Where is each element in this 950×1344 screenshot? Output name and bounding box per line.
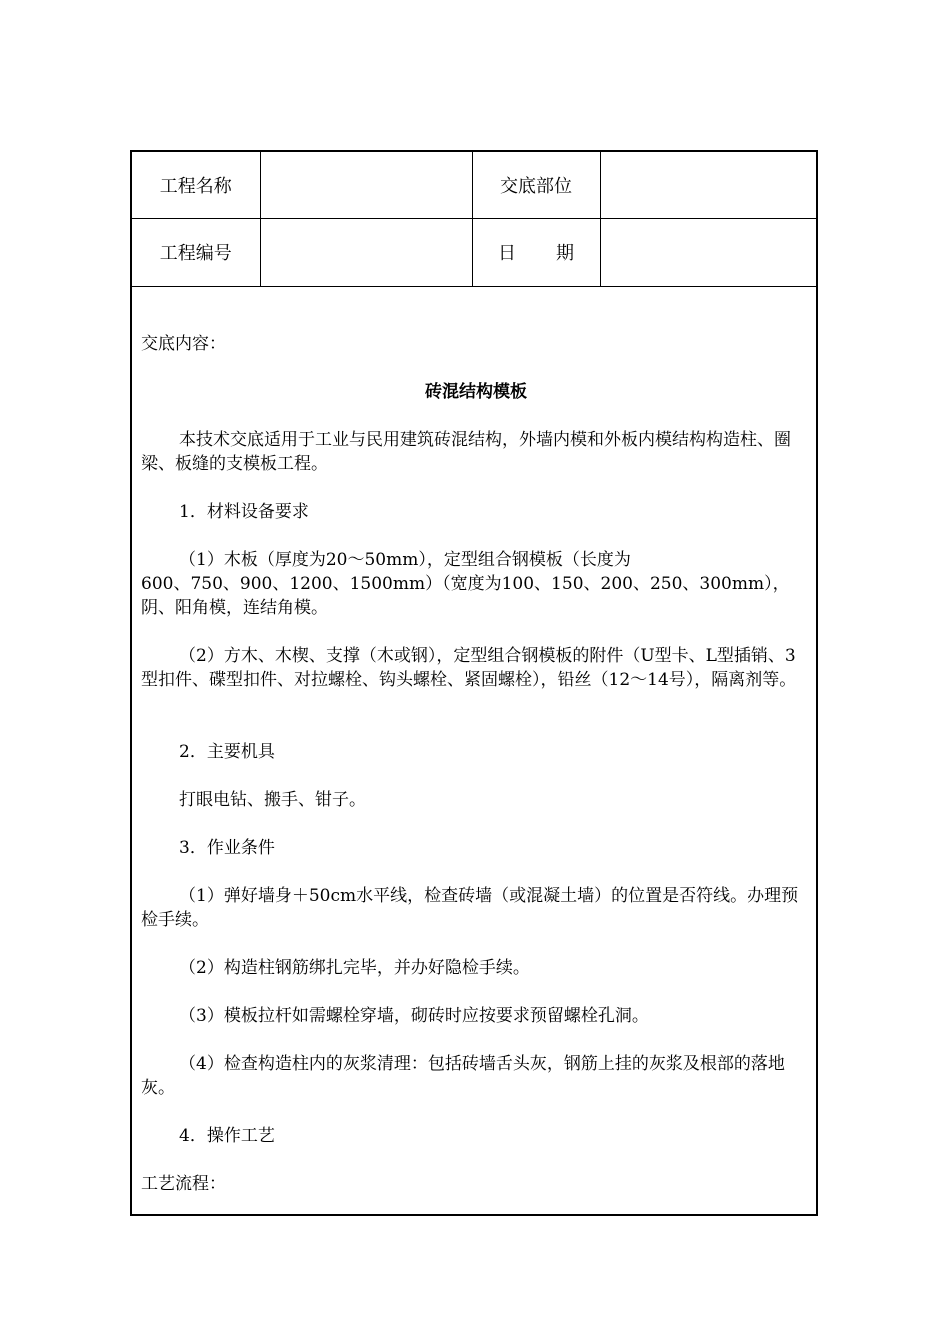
- process-flow-label: 工艺流程：: [141, 1174, 226, 1194]
- section-heading-1: 1．材料设备要求: [179, 502, 309, 522]
- document-title: 砖混结构模板: [425, 382, 527, 402]
- date-label-a: 日: [498, 243, 516, 264]
- paragraph-condition-1: （1）弹好墙身＋50cm水平线，检查砖墙（或混凝土墙）的位置是否符线。办理预检手续。: [141, 886, 799, 930]
- project-name-label: 工程名称: [132, 152, 260, 218]
- paragraph-condition-4: （4）检查构造柱内的灰浆清理：包括砖墙舌头灰，钢筋上挂的灰浆及根部的落地灰。: [141, 1054, 785, 1098]
- project-name-field[interactable]: [260, 152, 472, 218]
- paragraph-scope: 本技术交底适用于工业与民用建筑砖混结构，外墙内模和外板内模结构构造柱、圈梁、板缝的支模板工程。: [141, 430, 791, 474]
- paragraph-condition-3: （3）模板拉杆如需螺栓穿墙，砌砖时应按要求预留螺栓孔洞。: [179, 1006, 649, 1026]
- project-no-field[interactable]: [260, 218, 472, 286]
- section-heading-3: 3．作业条件: [179, 838, 275, 858]
- disclosure-form: [130, 150, 818, 1216]
- section-heading-2: 2．主要机具: [179, 742, 275, 762]
- location-field[interactable]: [600, 152, 816, 218]
- date-label-b: 期: [556, 243, 574, 264]
- project-no-label: 工程编号: [132, 218, 260, 286]
- header-row-1: [132, 152, 816, 218]
- intro-label: 交底内容：: [141, 334, 226, 354]
- paragraph-materials-2: （2）方木、木楔、支撑（木或钢），定型组合钢模板的附件（U型卡、L型插销、3型扣件、碟型扣件、对拉螺栓、钩头螺栓、紧固螺栓），铅丝（12～14号），隔离剂等。: [141, 646, 797, 690]
- date-label: [472, 218, 600, 286]
- date-field[interactable]: [600, 218, 816, 286]
- paragraph-materials-1-line2: 600、750、900、1200、1500mm）（宽度为100、150、200、250、300mm），: [141, 574, 790, 594]
- paragraph-materials-1-line1: （1）木板（厚度为20～50mm），定型组合钢模板（长度为: [179, 550, 631, 570]
- header-row-2: [132, 218, 816, 286]
- paragraph-tools: 打眼电钻、搬手、钳子。: [179, 790, 366, 810]
- section-heading-4: 4．操作工艺: [179, 1126, 275, 1146]
- paragraph-materials-1-line3: 阴、阳角模，连结角模。: [141, 598, 328, 618]
- paragraph-condition-2: （2）构造柱钢筋绑扎完毕，并办好隐检手续。: [179, 958, 530, 978]
- header-table: [132, 152, 816, 287]
- location-label: 交底部位: [472, 152, 600, 218]
